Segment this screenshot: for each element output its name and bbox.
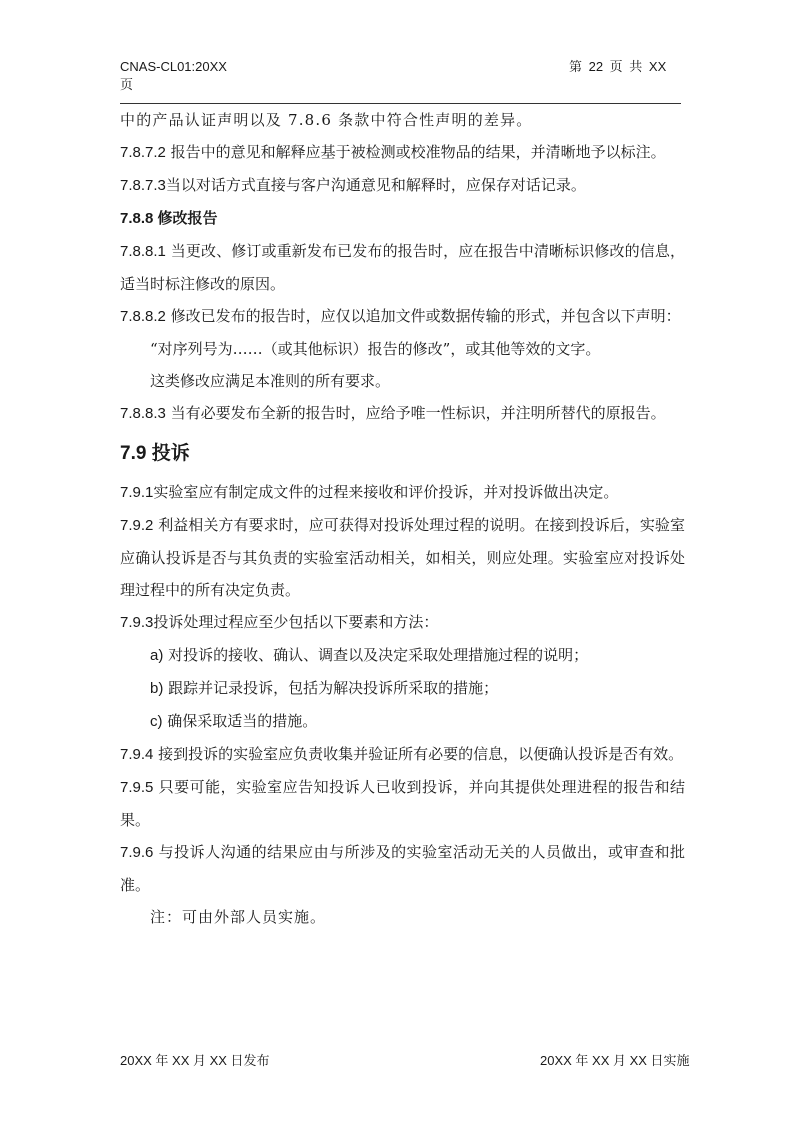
clause-number: 7.8.7.2 (120, 144, 166, 161)
page-number: 第 22 页 共 XX (569, 59, 667, 74)
clause-text: 修改已发布的报告时，应仅以追加文件或数据传输的形式，并包含以下声明： (170, 307, 681, 325)
clause-7-9-3 (120, 606, 685, 639)
clause-7-9-2 (120, 509, 685, 606)
clause-number: 7.9.5 (120, 779, 154, 796)
list-marker: b) (150, 680, 164, 697)
heading-7-8-8 (120, 202, 685, 235)
clause-number: 7.8.8.1 (120, 243, 166, 260)
clause-number: 7.8.7.3 (120, 177, 166, 194)
note: 注：可由外部人员实施。 (150, 908, 327, 926)
clause-text: 实验室应有制定成文件的过程来接收和评价投诉，并对投诉做出决定。 (153, 483, 619, 501)
clause-7-9-4 (120, 738, 685, 771)
clause-7-8-7-3 (120, 169, 685, 202)
clause-7-9-6 (120, 836, 685, 901)
heading-number: 7.9 (120, 443, 147, 464)
doc-id-suffix: 页 (120, 77, 134, 92)
clause-7-8-8-1 (120, 235, 685, 300)
clause-number: 7.9.4 (120, 746, 154, 763)
clause-number: 7.9.3 (120, 614, 154, 631)
clause-7-8-8-2 (120, 300, 685, 333)
heading-title: 修改报告 (157, 209, 218, 227)
clause-number: 7.9.6 (120, 844, 154, 861)
clause-number: 7.8.8.3 (120, 405, 166, 422)
clause-text: 报告中的意见和解释应基于被检测或校准物品的结果，并清晰地予以标注。 (170, 143, 666, 161)
paragraph-continuation: 中的产品认证声明以及 7.8.6 条款中符合性声明的差异。 (120, 111, 533, 129)
clause-text: 接到投诉的实验室应负责收集并验证所有必要的信息，以便确认投诉是否有效。 (158, 745, 684, 763)
clause-text: 利益相关方有要求时，应可获得对投诉处理过程的说明。在接到投诉后，实验室应确认投诉是否与其负责的实验室活动相关，如相关，则应处理。实验室应对投诉处理过程中的所有决定负责。 (120, 516, 685, 599)
clause-7-9-5 (120, 771, 685, 836)
clause-text: 当以对话方式直接与客户沟通意见和解释时，应保存对话记录。 (165, 176, 586, 194)
list-marker: a) (150, 647, 164, 664)
requirement-note: 这类修改应满足本准则的所有要求。 (150, 372, 391, 390)
clause-number: 7.9.2 (120, 517, 154, 534)
list-text: 对投诉的接收、确认、调查以及决定采取处理措施过程的说明； (168, 646, 589, 664)
heading-title: 投诉 (151, 443, 190, 464)
list-item (120, 672, 685, 705)
quote-statement: “对序列号为……（或其他标识）报告的修改”，或其他等效的文字。 (150, 340, 601, 358)
clause-7-8-8-3 (120, 397, 685, 430)
clause-text: 只要可能，实验室应告知投诉人已收到投诉，并向其提供处理进程的报告和结果。 (120, 778, 685, 829)
clause-text: 投诉处理过程应至少包括以下要素和方法： (153, 613, 439, 631)
clause-number: 7.8.8.2 (120, 308, 166, 325)
clause-7-9-1 (120, 476, 685, 509)
clause-number: 7.9.1 (120, 484, 154, 501)
list-marker: c) (150, 713, 163, 730)
list-text: 确保采取适当的措施。 (167, 712, 318, 730)
heading-7-9 (120, 432, 685, 476)
clause-text: 与投诉人沟通的结果应由与所涉及的实验室活动无关的人员做出，或审查和批准。 (120, 843, 685, 894)
list-text: 跟踪并记录投诉，包括为解决投诉所采取的措施； (168, 679, 499, 697)
header-doc-id (120, 58, 250, 94)
document-body (120, 104, 685, 933)
clause-text: 当更改、修订或重新发布已发布的报告时，应在报告中清晰标识修改的信息，适当时标注修改的原因。 (120, 242, 685, 293)
doc-id: CNAS-CL01:20XX (120, 59, 227, 74)
footer-effective-date: 20XX 年 XX 月 XX 日实施 (540, 1053, 690, 1068)
footer-published-date: 20XX 年 XX 月 XX 日发布 (120, 1053, 270, 1068)
list-item (120, 639, 685, 672)
heading-number: 7.8.8 (120, 210, 154, 227)
clause-text: 当有必要发布全新的报告时，应给予唯一性标识，并注明所替代的原报告。 (170, 404, 666, 422)
clause-7-8-7-2 (120, 136, 685, 169)
list-item (120, 705, 685, 738)
